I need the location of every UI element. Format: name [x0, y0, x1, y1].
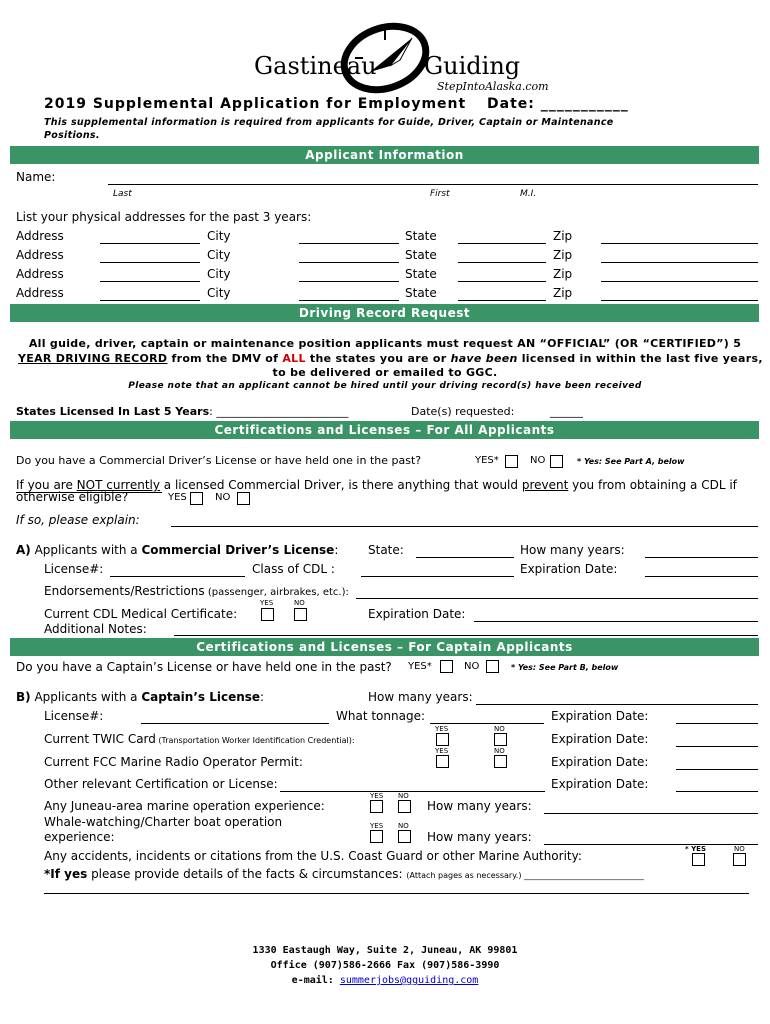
city-label: City [207, 286, 231, 300]
part-b-text: Applicants with a [30, 690, 142, 704]
address-label: Address [16, 248, 64, 262]
date-label: Date: ___________ [487, 96, 629, 112]
captain-expiration-field[interactable] [676, 723, 758, 724]
twic-expiration-field[interactable] [676, 746, 758, 747]
twic-no-checkbox[interactable] [494, 733, 507, 746]
whale-no-checkbox[interactable] [398, 830, 411, 843]
cdl-no-checkbox[interactable] [550, 455, 563, 468]
address-label: Address [16, 229, 64, 243]
cdl-years-field[interactable] [645, 557, 758, 558]
logo-sub-text: StepIntoAlaska.com [437, 80, 549, 93]
states-licensed-field[interactable]: : ________________________ [209, 405, 349, 418]
cdl-no-label: NO [530, 455, 546, 466]
zip-label: Zip [553, 267, 573, 281]
accidents-no-checkbox[interactable] [733, 853, 746, 866]
twic-expiration-label: Expiration Date: [551, 732, 649, 746]
driving-text-end: licensed in within the last five years, [517, 352, 763, 365]
captain-yes-label: YES* [408, 661, 432, 672]
attach-note[interactable]: (Attach pages as necessary.) ______________________________ [406, 871, 644, 880]
address-field[interactable] [100, 243, 200, 244]
cdl-state-label: State: [368, 543, 404, 557]
state-label: State [405, 248, 437, 262]
cdl-prevent-no-checkbox[interactable] [237, 492, 250, 505]
state-field[interactable] [458, 262, 546, 263]
details-field[interactable] [44, 893, 749, 894]
driving-para-line1: All guide, driver, captain or maintenance position applicants must request AN “OFFICIAL” (OR “CERTIFIED”) 5 [28, 337, 742, 350]
juneau-no-checkbox[interactable] [398, 800, 411, 813]
juneau-years-label: How many years: [427, 799, 532, 813]
cdl-q2-line2: otherwise eligible? [16, 490, 129, 504]
explain-label: If so, please explain: [16, 513, 140, 527]
captain-license-field[interactable] [141, 723, 329, 724]
whale-label-line1: Whale-watching/Charter boat operation [44, 815, 283, 829]
driving-text-mid: from the DMV of [167, 352, 283, 365]
whale-yes-checkbox[interactable] [370, 830, 383, 843]
part-a-heading [16, 543, 338, 557]
driving-have-been: have been [450, 352, 518, 365]
fcc-yes-checkbox[interactable] [436, 755, 449, 768]
medical-expiration-label: Expiration Date: [368, 607, 466, 621]
additional-notes-field[interactable] [174, 635, 758, 636]
section-applicant-info: Applicant Information [10, 146, 759, 164]
state-field[interactable] [458, 281, 546, 282]
twic-yes-caption: YES [435, 725, 449, 733]
cdl-q2-not-currently: NOT currently [76, 478, 160, 492]
cdl-q2-mid: a licensed Commercial Driver, is there anything that would [159, 478, 522, 492]
medical-cert-label: Current CDL Medical Certificate: [44, 607, 238, 621]
captain-years-field[interactable] [476, 704, 758, 705]
captain-license-label: License#: [44, 709, 104, 723]
state-label: State [405, 286, 437, 300]
medical-no-caption: NO [294, 599, 305, 607]
states-licensed-row [16, 405, 348, 418]
whale-years-field[interactable] [544, 844, 758, 845]
accidents-yes-caption: * YES [685, 845, 706, 853]
part-b-heading [16, 690, 264, 704]
intro-text: This supplemental information is required from applicants for Guide, Driver, Captain or Maintenance Positions. [44, 117, 614, 141]
city-field[interactable] [299, 300, 399, 301]
captain-question: Do you have a Captain’s License or have held one in the past? [16, 660, 392, 674]
if-yes-text: please provide details of the facts & circumstances: [87, 867, 403, 881]
city-field[interactable] [299, 262, 399, 263]
cdl-license-label: License#: [44, 562, 104, 576]
other-cert-field[interactable] [280, 791, 545, 792]
other-expiration-label: Expiration Date: [551, 777, 649, 791]
cdl-expiration-label: Expiration Date: [520, 562, 618, 576]
city-field[interactable] [299, 281, 399, 282]
if-yes-row [44, 867, 644, 881]
driving-all-word: ALL [282, 352, 306, 365]
footer-email-label: e-mail: [291, 975, 340, 986]
address-field[interactable] [100, 281, 200, 282]
cdl-note-a: * Yes: See Part A, below [577, 457, 685, 466]
address-label: Address [16, 286, 64, 300]
address-field[interactable] [100, 300, 200, 301]
state-label: State [405, 229, 437, 243]
cdl-q2-prevent: prevent [521, 478, 569, 492]
twic-no-caption: NO [494, 725, 505, 733]
address-field[interactable] [100, 262, 200, 263]
part-b-bold: Captain’s License [141, 690, 261, 704]
driving-text-rest: the states you are or [305, 352, 451, 365]
medical-yes-checkbox[interactable] [261, 608, 274, 621]
fcc-yes-caption: YES [435, 747, 449, 755]
name-label: Name: [16, 170, 56, 184]
dates-requested-label: Date(s) requested: [411, 405, 515, 418]
captain-yes-checkbox[interactable] [440, 660, 453, 673]
footer-address: 1330 Eastaugh Way, Suite 2, Juneau, AK 99801 [252, 945, 518, 956]
additional-notes-label: Additional Notes: [44, 622, 147, 636]
zip-field[interactable] [601, 300, 758, 301]
captain-years-label: How many years: [368, 690, 473, 704]
twic-small: (Transportation Worker Identification Credential): [155, 736, 355, 745]
endorsements-label [44, 584, 349, 598]
states-licensed-label: States Licensed In Last 5 Years [16, 405, 210, 418]
zip-field[interactable] [601, 281, 758, 282]
captain-no-label: NO [464, 661, 480, 672]
cdl-yes-checkbox[interactable] [505, 455, 518, 468]
cdl-license-field[interactable] [110, 576, 245, 577]
whale-years-label: How many years: [427, 830, 532, 844]
cdl-class-field[interactable] [361, 576, 514, 577]
if-yes-label: *If yes [44, 867, 88, 881]
cdl-years-label: How many years: [520, 543, 625, 557]
cdl-expiration-field[interactable] [645, 576, 758, 577]
medical-expiration-field[interactable] [474, 621, 758, 622]
twic-yes-checkbox[interactable] [436, 733, 449, 746]
medical-yes-caption: YES [260, 599, 274, 607]
driving-para-line3: to be delivered or emailed to GGC. [272, 366, 498, 379]
part-a-bold: Commercial Driver’s License [141, 543, 335, 557]
city-label: City [207, 267, 231, 281]
twic-label [44, 732, 355, 746]
whale-no-caption: NO [398, 822, 409, 830]
whale-yes-caption: YES [370, 822, 384, 830]
cdl-prevent-no-label: NO [215, 492, 231, 503]
fcc-no-checkbox[interactable] [494, 755, 507, 768]
logo-right-text: Guiding [424, 52, 521, 80]
name-last-caption: Last [113, 189, 132, 199]
accidents-label: Any accidents, incidents or citations from the U.S. Coast Guard or other Marine Authority: [44, 849, 582, 863]
section-cert-all: Certifications and Licenses – For All Applicants [10, 421, 759, 439]
footer-phone: Office (907)586-2666 Fax (907)586-3990 [270, 960, 500, 971]
city-label: City [207, 229, 231, 243]
captain-note-b: * Yes: See Part B, below [511, 663, 619, 672]
juneau-yes-checkbox[interactable] [370, 800, 383, 813]
juneau-no-caption: NO [398, 792, 409, 800]
cdl-class-label: Class of CDL : [252, 562, 335, 576]
captain-expiration-label: Expiration Date: [551, 709, 649, 723]
fcc-no-caption: NO [494, 747, 505, 755]
city-field[interactable] [299, 243, 399, 244]
tonnage-label: What tonnage: [336, 709, 425, 723]
zip-label: Zip [553, 229, 573, 243]
part-b-colon: : [260, 690, 265, 704]
section-driving-record: Driving Record Request [10, 304, 759, 322]
cdl-q2-pre: If you are [16, 478, 77, 492]
zip-label: Zip [553, 286, 573, 300]
name-first-caption: First [430, 189, 450, 199]
endorsements-text: Endorsements/Restrictions [44, 584, 205, 598]
address-label: Address [16, 267, 64, 281]
name-field[interactable] [108, 184, 758, 185]
name-mi-caption: M.I. [520, 189, 537, 199]
fcc-label: Current FCC Marine Radio Operator Permit: [44, 755, 303, 769]
zip-field[interactable] [601, 243, 758, 244]
cdl-yes-label: YES* [475, 455, 499, 466]
other-cert-label: Other relevant Certification or License: [44, 777, 278, 791]
footer-email-link[interactable]: summerjobs@gguiding.com [339, 975, 479, 986]
captain-no-checkbox[interactable] [486, 660, 499, 673]
cdl-prevent-yes-checkbox[interactable] [190, 492, 203, 505]
state-label: State [405, 267, 437, 281]
cdl-question: Do you have a Commercial Driver’s License or have held one in the past? [16, 454, 422, 467]
part-a-colon: : [334, 543, 339, 557]
footer-email-row [0, 975, 770, 986]
whale-label-line2: experience: [44, 830, 115, 844]
juneau-years-field[interactable] [544, 813, 758, 814]
page-title: 2019 Supplemental Application for Employment [44, 96, 467, 112]
juneau-label: Any Juneau-area marine operation experience: [44, 799, 325, 813]
driving-para-line2 [18, 352, 763, 365]
fcc-expiration-label: Expiration Date: [551, 755, 649, 769]
address-intro: List your physical addresses for the past 3 years: [16, 210, 312, 224]
driving-note: Please note that an applicant cannot be hired until your driving record(s) have been received [128, 381, 642, 391]
accidents-no-caption: NO [734, 845, 745, 853]
part-b-letter: B) [16, 690, 31, 704]
medical-no-checkbox[interactable] [294, 608, 307, 621]
endorsements-field[interactable] [356, 598, 758, 599]
part-a-letter: A) [16, 543, 31, 557]
fcc-expiration-field[interactable] [676, 769, 758, 770]
cdl-state-field[interactable] [416, 557, 514, 558]
accidents-yes-checkbox[interactable] [692, 853, 705, 866]
juneau-yes-caption: YES [370, 792, 384, 800]
explain-field[interactable] [171, 526, 758, 527]
driving-record-phrase: YEAR DRIVING RECORD [18, 352, 168, 365]
zip-field[interactable] [601, 262, 758, 263]
tonnage-field[interactable] [430, 723, 544, 724]
zip-label: Zip [553, 248, 573, 262]
dates-requested-field[interactable]: ______ [550, 405, 583, 418]
endorsements-small: (passenger, airbrakes, etc.): [204, 587, 349, 598]
twic-text: Current TWIC Card [44, 732, 156, 746]
other-expiration-field[interactable] [676, 791, 758, 792]
cdl-q2-end: you from obtaining a CDL if [568, 478, 737, 492]
cdl-q2-underline [16, 492, 162, 493]
city-label: City [207, 248, 231, 262]
cdl-prevent-yes-label: YES [168, 492, 187, 503]
section-cert-captain: Certifications and Licenses – For Captain Applicants [10, 638, 759, 656]
state-field[interactable] [458, 243, 546, 244]
logo-left-text: Gastineau [254, 52, 377, 80]
part-a-text: Applicants with a [30, 543, 142, 557]
state-field[interactable] [458, 300, 546, 301]
